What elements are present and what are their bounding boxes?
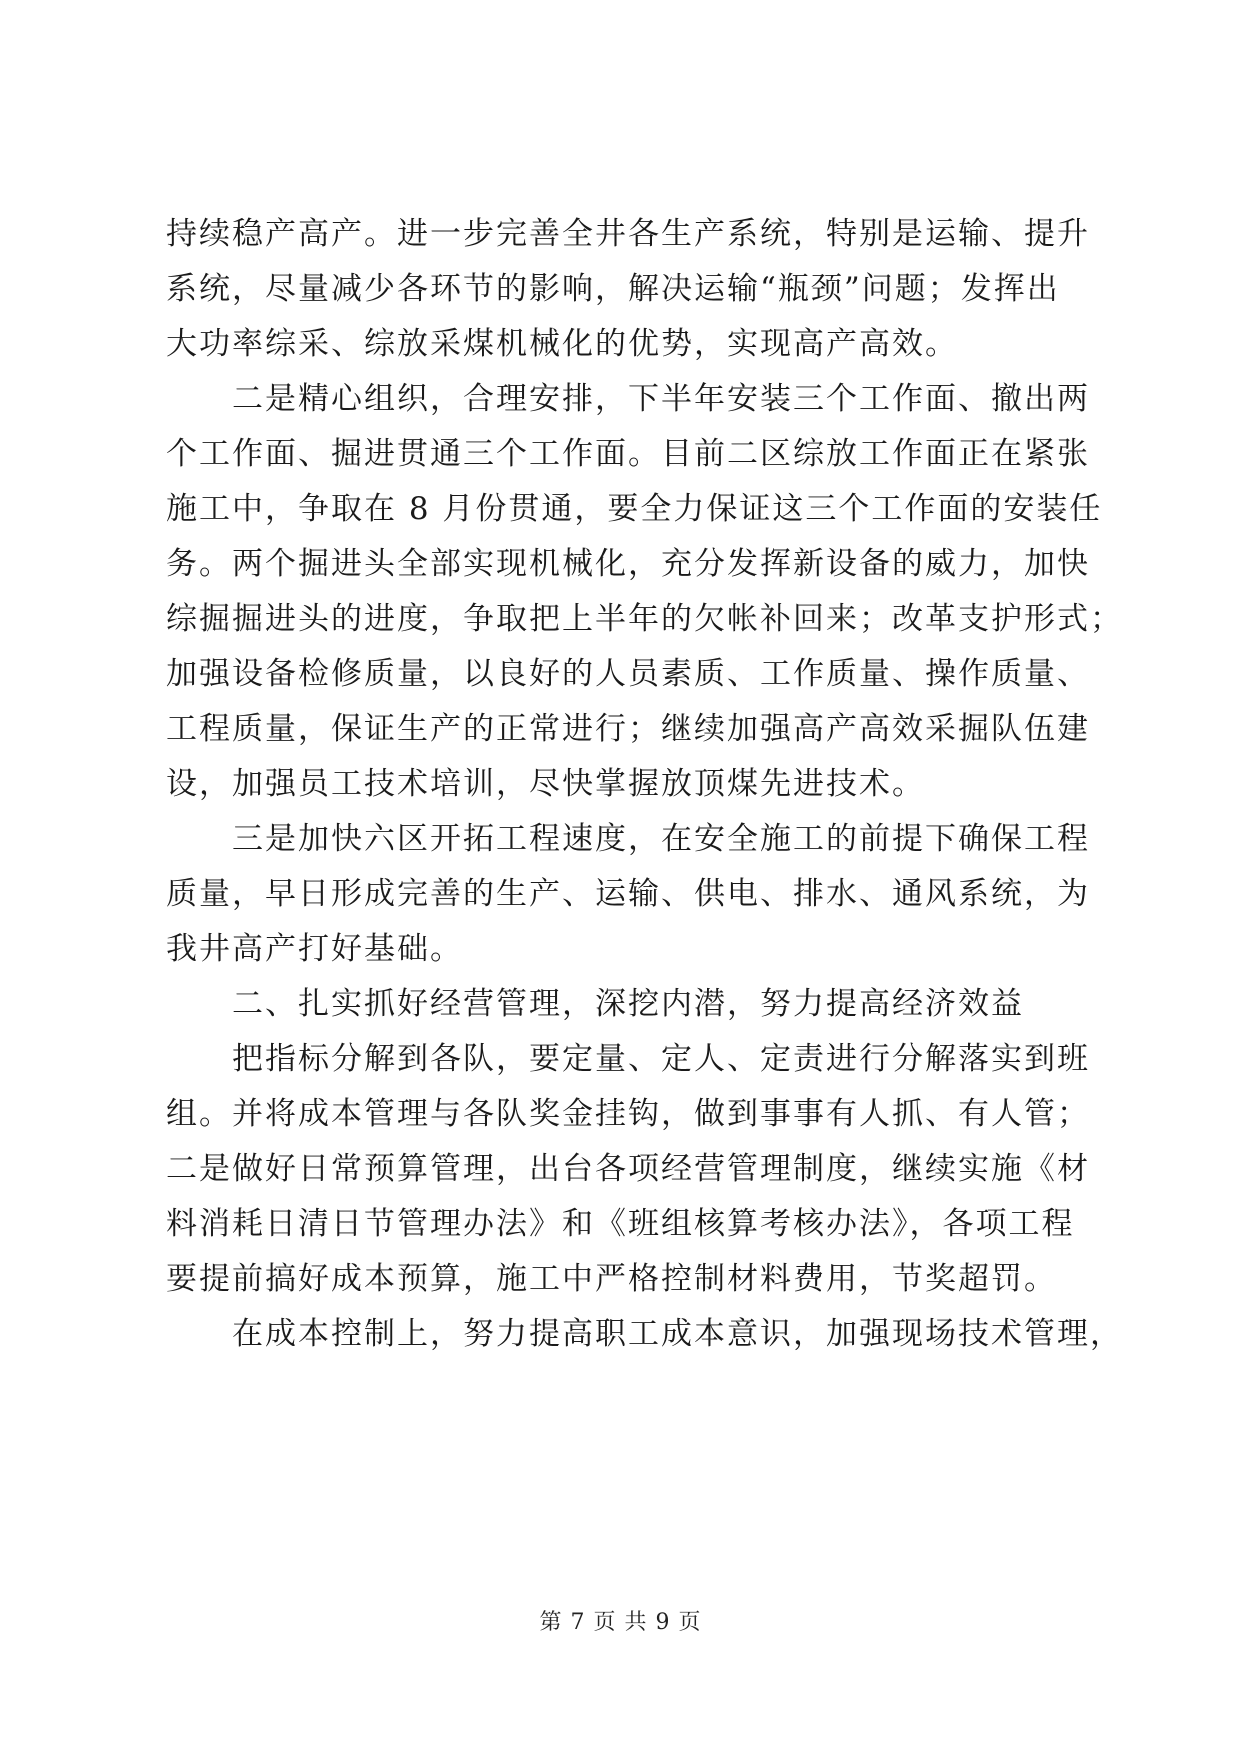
text-line: 要提前搞好成本预算，施工中严格控制材料费用，节奖超罚。	[166, 1261, 1057, 1297]
paragraph-first-line: 在成本控制上，努力提高职工成本意识，加强现场技术管理，	[232, 1316, 1123, 1352]
paragraph-first-line: 三是加快六区开拓工程速度，在安全施工的前提下确保工程	[232, 821, 1090, 857]
text-line: 二是做好日常预算管理，出台各项经营管理制度，继续实施《材	[166, 1151, 1090, 1187]
text-line: 质量，早日形成完善的生产、运输、供电、排水、通风系统，为	[166, 876, 1090, 912]
text-line: 设，加强员工技术培训，尽快掌握放顶煤先进技术。	[166, 766, 925, 802]
text-line: 组。并将成本管理与各队奖金挂钩，做到事事有人抓、有人管；	[166, 1096, 1090, 1132]
text-line: 加强设备检修质量，以良好的人员素质、工作质量、操作质量、	[166, 656, 1090, 692]
text-line: 工程质量，保证生产的正常进行；继续加强高产高效采掘队伍建	[166, 711, 1090, 747]
section-heading: 二、扎实抓好经营管理，深挖内潜，努力提高经济效益	[232, 986, 1024, 1022]
text-line: 施工中，争取在 8 月份贯通，要全力保证这三个工作面的安装任	[166, 491, 1103, 527]
paragraph-first-line: 二是精心组织，合理安排，下半年安装三个工作面、撤出两	[232, 381, 1090, 417]
text-line: 系统，尽量减少各环节的影响，解决运输“瓶颈”问题；发挥出	[166, 271, 1060, 307]
text-line: 料消耗日清日节管理办法》和《班组核算考核办法》，各项工程	[166, 1206, 1075, 1242]
text-line: 个工作面、掘进贯通三个工作面。目前二区综放工作面正在紧张	[166, 436, 1090, 472]
text-line: 持续稳产高产。进一步完善全井各生产系统，特别是运输、提升	[166, 216, 1090, 252]
paragraph-first-line: 把指标分解到各队，要定量、定人、定责进行分解落实到班	[232, 1041, 1090, 1077]
text-line: 务。两个掘进头全部实现机械化，充分发挥新设备的威力，加快	[166, 546, 1090, 582]
text-line: 我井高产打好基础。	[166, 931, 463, 967]
page-number-footer: 第 7 页 共 9 页	[539, 1610, 702, 1635]
text-line: 综掘掘进头的进度，争取把上半年的欠帐补回来；改革支护形式；	[166, 601, 1123, 637]
text-line: 大功率综采、综放采煤机械化的优势，实现高产高效。	[166, 326, 958, 362]
